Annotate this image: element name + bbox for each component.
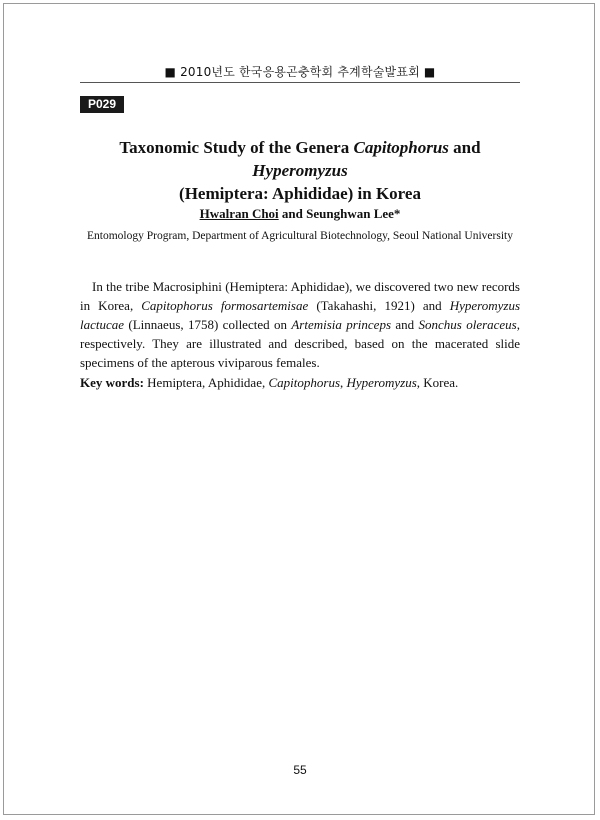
paper-title xyxy=(70,136,530,205)
host-plant-2: Sonchus oleraceus xyxy=(418,317,517,332)
species-1: Capitophorus formosartemisae xyxy=(141,298,309,313)
host-plant-1: Artemisia princeps xyxy=(291,317,392,332)
abstract-text-4: and xyxy=(391,317,419,332)
author-presenting: Hwalran Choi xyxy=(199,206,279,221)
poster-id-badge: P029 xyxy=(80,96,124,113)
keywords-sep: , xyxy=(340,375,347,390)
keywords-text-end: , Korea. xyxy=(416,375,459,390)
title-and: and xyxy=(448,138,481,157)
title-line2: (Hemiptera: Aphididae) in Korea xyxy=(179,184,421,203)
keywords-text-1: Hemiptera, Aphididae, xyxy=(143,375,269,390)
title-part1: Taxonomic Study of the Genera xyxy=(119,138,354,157)
title-genus2: Hyperomyzus xyxy=(252,161,348,180)
page-number: 55 xyxy=(293,763,307,777)
author-corresponding: Seunghwan Lee* xyxy=(306,206,401,221)
abstract-text-1: In the tribe Macrosiphini (Hemiptera: Aphididae), we discovered two new records in Korea, xyxy=(80,279,520,313)
species-2: Hyperomyzus lactucae xyxy=(80,298,521,332)
abstract-text-5: , respectively. They are illustrated and described, based on the macerated slide specimens of the apterous viviparous females. xyxy=(80,317,520,370)
author-connector: and xyxy=(278,206,307,221)
header-rule xyxy=(80,82,520,83)
running-header: ■ 2010년도 한국응용곤충학회 추계학술발표회 ■ xyxy=(164,65,436,79)
affiliation: Entomology Program, Department of Agricultural Biotechnology, Seoul National University xyxy=(87,230,513,242)
abstract-text-3: (Linnaeus, 1758) collected on xyxy=(124,317,292,332)
keywords-label: Key words: xyxy=(80,375,144,390)
keyword-genus-2: Hyperomyzus xyxy=(346,375,417,390)
title-genus1: Capitophorus xyxy=(353,138,449,157)
keywords xyxy=(80,373,520,392)
page-border xyxy=(3,3,595,815)
abstract-text-2: (Takahashi, 1921) and xyxy=(308,298,450,313)
authors xyxy=(80,206,520,222)
keyword-genus-1: Capitophorus xyxy=(268,375,340,390)
abstract xyxy=(80,277,520,372)
